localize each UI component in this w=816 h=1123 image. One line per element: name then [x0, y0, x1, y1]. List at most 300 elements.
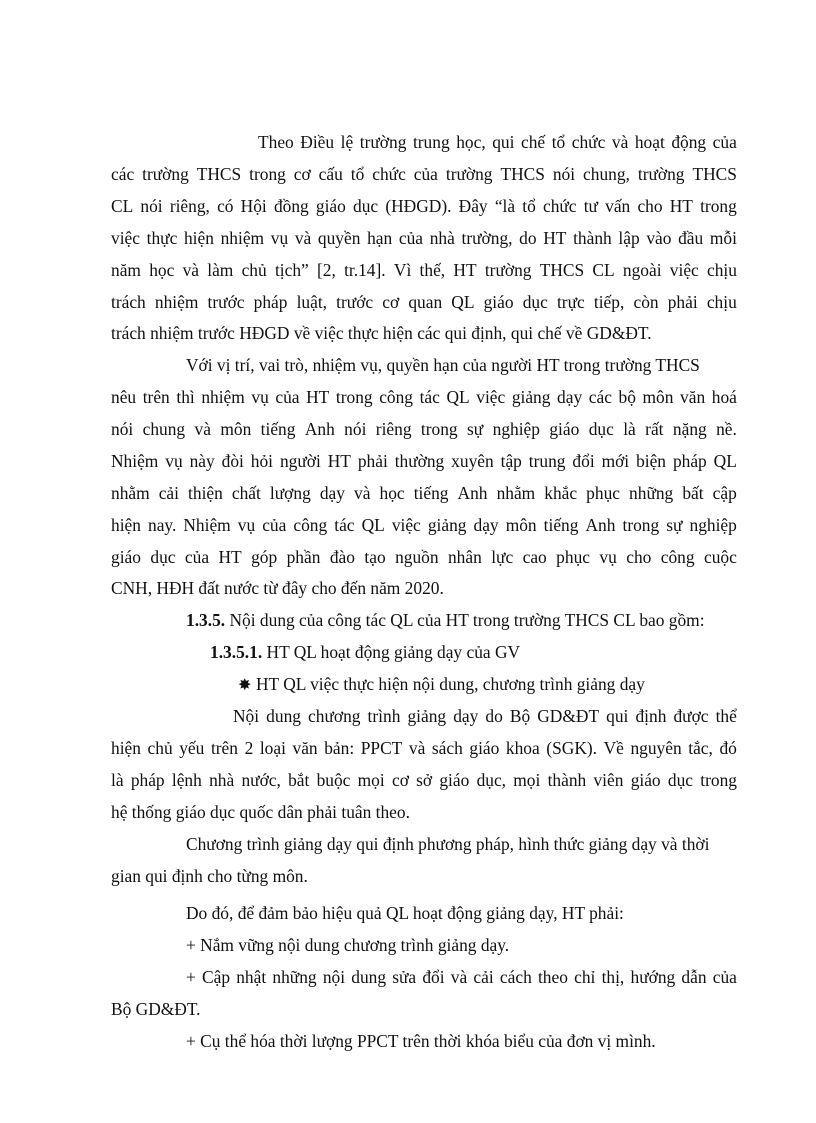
- word: giáo: [439, 770, 470, 790]
- word: tổ: [551, 132, 566, 152]
- word: đầu: [678, 228, 704, 248]
- word: [2,: [317, 260, 336, 280]
- word: HT: [453, 260, 477, 280]
- word: thường: [394, 451, 445, 471]
- word: lệ: [340, 132, 354, 152]
- word: tr.14].: [344, 260, 386, 280]
- word: của: [712, 132, 737, 152]
- word: trong: [700, 196, 737, 216]
- word: cải: [158, 483, 179, 503]
- word: dục: [353, 196, 379, 216]
- word: môn: [505, 515, 537, 535]
- word: QL: [446, 387, 470, 407]
- word: các: [111, 164, 135, 184]
- word: văn: [680, 387, 706, 407]
- word: công: [660, 547, 695, 567]
- word: dạy: [473, 515, 499, 535]
- paragraph-3-line-2: [111, 737, 737, 759]
- word: HT: [306, 387, 330, 407]
- word: nhật: [236, 967, 267, 987]
- word: vụ: [165, 451, 183, 471]
- word: thành: [547, 770, 587, 790]
- word: giáo: [549, 419, 580, 439]
- word: Cập: [202, 967, 231, 987]
- word: này: [189, 451, 215, 471]
- word: trong: [335, 387, 373, 407]
- word: lập: [618, 228, 640, 248]
- word: lực: [491, 547, 514, 567]
- word: viên: [593, 770, 624, 790]
- word: nội: [322, 967, 346, 987]
- word: Anh: [585, 515, 616, 535]
- text-run: [111, 482, 737, 504]
- word: chế: [521, 132, 546, 152]
- word: và: [294, 228, 312, 248]
- bullet-heading: [238, 673, 645, 697]
- word: +: [186, 967, 196, 987]
- word: nay.: [148, 515, 177, 535]
- paragraph-2-line-3: [111, 418, 737, 440]
- text-run: Bộ GD&ĐT.: [111, 999, 201, 1019]
- word: trên: [142, 387, 170, 407]
- word: còn: [633, 292, 659, 312]
- word: là: [623, 419, 636, 439]
- word: nguyên: [630, 738, 682, 758]
- word: hiện: [183, 228, 214, 248]
- word: dung: [266, 706, 301, 726]
- word: nói: [111, 419, 134, 439]
- text-run: gian qui định cho từng môn.: [111, 866, 308, 886]
- word: giáo: [469, 738, 500, 758]
- word: ngoài: [622, 260, 662, 280]
- word: của: [184, 547, 210, 567]
- word: trực: [556, 292, 585, 312]
- word: dung: [351, 967, 387, 987]
- word: mỗi: [709, 228, 737, 248]
- word: chủ: [241, 260, 267, 280]
- word: thiện: [188, 483, 223, 503]
- word: việc: [669, 260, 699, 280]
- word: QL: [451, 292, 475, 312]
- word: người: [279, 451, 321, 471]
- word: vụ: [270, 228, 289, 248]
- word: và: [408, 738, 426, 758]
- word: sự: [666, 515, 683, 535]
- text-run: + Cụ thể hóa thời lượng PPCT trên thời khóa biểu của đơn vị mình.: [186, 1031, 656, 1051]
- word: nhiệm: [220, 228, 265, 248]
- word: quyền: [317, 228, 361, 248]
- section-number: 1.3.5.: [186, 610, 226, 630]
- section-title: Nội dung của công tác QL của HT trong trường THCS CL bao gồm:: [225, 610, 705, 630]
- word: khắc: [544, 483, 578, 503]
- word: cấu: [318, 164, 343, 184]
- paragraph-2-line-2: [111, 386, 737, 408]
- word: và: [450, 967, 468, 987]
- word: Vì: [393, 260, 412, 280]
- word: cách: [499, 967, 532, 987]
- word: quan: [408, 292, 443, 312]
- word: nêu: [111, 387, 137, 407]
- list-item-1: [186, 934, 509, 956]
- word: chung,: [583, 164, 630, 184]
- word: định: [635, 706, 667, 726]
- section-heading-1-3-5-1: [210, 641, 520, 663]
- word: vào: [646, 228, 672, 248]
- text-run: [111, 769, 737, 791]
- paragraph-1-line-1: [258, 131, 737, 153]
- word: phục: [556, 547, 590, 567]
- word: nặng: [672, 419, 707, 439]
- word: trình: [367, 706, 401, 726]
- text-run: [111, 386, 737, 408]
- word: pháp: [672, 451, 707, 471]
- word: trường: [142, 164, 189, 184]
- list-item-3: [186, 1030, 656, 1052]
- word: thực: [146, 228, 178, 248]
- word: góp: [251, 547, 278, 567]
- word: dạy: [319, 483, 345, 503]
- paragraph-1-line-4: [111, 227, 737, 249]
- word: tắc,: [688, 738, 713, 758]
- word: sửa: [392, 967, 417, 987]
- word: tổ: [522, 196, 536, 216]
- word: nghiệp: [689, 515, 737, 535]
- word: có: [217, 196, 234, 216]
- word: nước,: [241, 770, 281, 790]
- word: của: [398, 228, 424, 248]
- word: tác: [419, 387, 440, 407]
- word: đồng: [273, 196, 309, 216]
- word: hoạt: [634, 132, 665, 152]
- word: phải: [667, 292, 698, 312]
- word: pháp: [253, 292, 288, 312]
- word: Nhiệm: [111, 451, 159, 471]
- word: nhằm: [111, 483, 150, 503]
- word: THCS: [196, 164, 242, 184]
- word: “là: [494, 196, 516, 216]
- paragraph-2-line-8: [111, 577, 444, 599]
- word: Anh: [304, 419, 335, 439]
- word: CL: [592, 260, 615, 280]
- text-run: Với vị trí, vai trò, nhiệm vụ, quyền hạn của người HT trong trường THCS: [186, 355, 700, 375]
- word: và: [194, 419, 211, 439]
- word: bắt: [288, 770, 310, 790]
- paragraph-1-line-5: [111, 259, 737, 281]
- word: bản:: [324, 738, 355, 758]
- word: rất: [645, 419, 664, 439]
- word: hạn: [367, 228, 393, 248]
- word: việc: [391, 515, 421, 535]
- word: lượng: [269, 483, 311, 503]
- word: làm: [207, 260, 234, 280]
- word: Điều: [300, 132, 335, 152]
- word: hỏi: [250, 451, 274, 471]
- word: dục: [150, 547, 176, 567]
- word: chịu: [707, 260, 737, 280]
- text-run: [111, 514, 737, 536]
- word: trước: [207, 292, 245, 312]
- word: của: [262, 515, 287, 535]
- word: khoa: [505, 738, 540, 758]
- word: trong: [249, 164, 286, 184]
- word: QL: [361, 515, 385, 535]
- word: trường,: [461, 228, 513, 248]
- word: loại: [259, 738, 286, 758]
- word: cho: [637, 196, 663, 216]
- word: chịu: [706, 292, 737, 312]
- word: hoá: [711, 387, 737, 407]
- word: Theo: [258, 132, 294, 152]
- word: dẫn: [681, 967, 707, 987]
- word: phải: [357, 451, 388, 471]
- word: sách: [431, 738, 463, 758]
- word: vụ: [251, 387, 269, 407]
- word: công: [293, 515, 328, 535]
- word: CL: [111, 196, 134, 216]
- word: bất: [682, 483, 704, 503]
- word: trách: [111, 292, 146, 312]
- word: tư: [583, 196, 598, 216]
- text-run: [111, 195, 737, 217]
- word: và: [182, 260, 199, 280]
- text-run: [111, 450, 737, 472]
- word: Nhiệm: [183, 515, 231, 535]
- word: tiếng: [260, 419, 296, 439]
- word: là: [111, 770, 124, 790]
- word: đổi: [422, 967, 445, 987]
- word: chức: [372, 164, 406, 184]
- word: trung: [528, 451, 566, 471]
- paragraph-2-line-5: [111, 482, 737, 504]
- word: nhà: [209, 770, 235, 790]
- word: hướng: [630, 967, 676, 987]
- word: những: [629, 483, 674, 503]
- word: THCS: [692, 164, 737, 184]
- word: 2: [244, 738, 254, 758]
- word: chất: [231, 483, 261, 503]
- word: dục,: [476, 770, 507, 790]
- word: pháp: [130, 770, 165, 790]
- word: trên: [210, 738, 238, 758]
- word: THCS: [500, 164, 545, 184]
- word: HT: [669, 196, 693, 216]
- word: vụ: [237, 515, 256, 535]
- text-run: Chương trình giảng dạy qui định phương pháp, hình thức giảng dạy và thời: [186, 834, 710, 854]
- word: HT: [543, 228, 567, 248]
- word: cơ: [293, 164, 311, 184]
- word: sở: [416, 770, 433, 790]
- word: tạo: [364, 547, 386, 567]
- word: trong: [700, 770, 737, 790]
- word: nói: [552, 164, 576, 184]
- word: các: [588, 387, 612, 407]
- word: thị,: [601, 967, 625, 987]
- word: biện: [636, 451, 667, 471]
- text-run: CNH, HĐH đất nước từ đây cho đến năm 2020.: [111, 578, 444, 598]
- word: dục: [522, 292, 548, 312]
- word: sự: [467, 419, 484, 439]
- word: xuyên: [451, 451, 494, 471]
- word: cho: [626, 547, 652, 567]
- word: cập: [712, 483, 737, 503]
- text-run: [111, 418, 737, 440]
- word: đó: [719, 738, 737, 758]
- paragraph-2-line-1: [186, 354, 700, 376]
- word: vấn: [605, 196, 631, 216]
- word: động: [671, 132, 707, 152]
- paragraph-4-line-2: [111, 865, 308, 887]
- word: Hội: [240, 196, 267, 216]
- paragraph-4-line-1: [186, 833, 709, 855]
- word: THCS: [539, 260, 585, 280]
- paragraph-1-line-2: [111, 163, 737, 185]
- word: trường: [445, 164, 493, 184]
- word: cuộc: [704, 547, 737, 567]
- word: tiếng: [543, 515, 579, 535]
- word: qui: [492, 132, 515, 152]
- word: Anh: [457, 483, 488, 503]
- section-number: 1.3.5.1.: [210, 642, 263, 662]
- word: QL: [713, 451, 737, 471]
- word: của: [413, 164, 438, 184]
- word: mới: [601, 451, 630, 471]
- word: và: [354, 483, 371, 503]
- star-bullet-icon: ✸: [238, 677, 252, 694]
- word: nhiệm: [154, 292, 199, 312]
- paragraph-2-line-4: [111, 450, 737, 472]
- word: nhiệm: [201, 387, 245, 407]
- word: Về: [603, 738, 624, 758]
- word: phục: [586, 483, 620, 503]
- word: tập: [500, 451, 522, 471]
- word: chung: [142, 419, 186, 439]
- word: HT: [327, 451, 351, 471]
- text-run: [111, 163, 737, 185]
- word: trong: [622, 515, 660, 535]
- word: học,: [456, 132, 486, 152]
- word: văn: [292, 738, 318, 758]
- word: tiếng: [413, 483, 449, 503]
- paragraph-2-line-7: [111, 546, 737, 568]
- text-run: [258, 131, 737, 153]
- word: Bộ: [509, 706, 531, 726]
- word: giáo: [111, 547, 141, 567]
- word: cơ: [391, 770, 409, 790]
- word: đào: [329, 547, 355, 567]
- word: phần: [286, 547, 321, 567]
- text-run: [111, 291, 737, 313]
- word: thể: [715, 706, 737, 726]
- word: nhân: [447, 547, 482, 567]
- paragraph-3-line-1: [233, 705, 737, 727]
- word: tiếp,: [593, 292, 625, 312]
- word: môn: [642, 387, 674, 407]
- word: học: [379, 483, 405, 503]
- section-heading-1-3-5: [186, 609, 705, 631]
- word: và: [611, 132, 629, 152]
- section-title: HT QL hoạt động giảng dạy của GV: [262, 642, 521, 662]
- word: (SGK).: [546, 738, 598, 758]
- paragraph-2-line-6: [111, 514, 737, 536]
- word: chủ: [147, 738, 173, 758]
- word: cải: [473, 967, 494, 987]
- word: dục: [588, 419, 614, 439]
- word: cao: [522, 547, 547, 567]
- text-run: [111, 227, 737, 249]
- word: nề.: [716, 419, 737, 439]
- text-run: Do đó, để đảm bảo hiệu quả QL hoạt động giảng dạy, HT phải:: [186, 903, 624, 923]
- word: nói: [344, 419, 367, 439]
- text-run: [233, 705, 737, 727]
- word: việc: [111, 228, 140, 248]
- word: nhằm: [496, 483, 536, 503]
- text-run: [111, 546, 737, 568]
- word: vụ: [599, 547, 617, 567]
- word: năm: [111, 260, 141, 280]
- word: giáo: [630, 770, 661, 790]
- word: hiện: [111, 738, 141, 758]
- word: học: [149, 260, 175, 280]
- list-item-2-line-1: [186, 966, 737, 988]
- word: chỉ: [574, 967, 596, 987]
- text-run: hệ thống giáo dục quốc dân phải tuân theo.: [111, 802, 410, 822]
- word: của: [275, 387, 300, 407]
- word: chức: [571, 132, 606, 152]
- word: công: [379, 387, 413, 407]
- word: đòi: [221, 451, 244, 471]
- word: giáo: [483, 292, 514, 312]
- word: dạy: [557, 387, 583, 407]
- word: yếu: [179, 738, 205, 758]
- word: buộc: [316, 770, 351, 790]
- bullet-text: HT QL việc thực hiện nội dung, chương trình giảng dạy: [256, 674, 645, 694]
- word: giảng: [427, 515, 467, 535]
- word: hiện: [111, 515, 141, 535]
- word: nguồn: [395, 547, 439, 567]
- list-item-2-line-2: [111, 998, 201, 1020]
- word: dạy: [453, 706, 479, 726]
- word: bộ: [618, 387, 636, 407]
- paragraph-3-line-3: [111, 769, 737, 791]
- word: dục: [667, 770, 694, 790]
- text-run: [186, 966, 737, 988]
- word: giảng: [511, 387, 551, 407]
- word: PPCT: [360, 738, 403, 758]
- word: trong: [420, 419, 458, 439]
- word: luật,: [296, 292, 328, 312]
- word: GD&ĐT: [537, 706, 600, 726]
- word: trường: [637, 164, 685, 184]
- word: thành: [573, 228, 612, 248]
- paragraph-1-line-7: [111, 322, 652, 344]
- word: thế,: [419, 260, 446, 280]
- word: giảng: [407, 706, 447, 726]
- word: đổi: [572, 451, 595, 471]
- word: tác: [334, 515, 355, 535]
- word: chức: [542, 196, 577, 216]
- word: chương: [308, 706, 361, 726]
- paragraph-3-line-4: [111, 801, 410, 823]
- word: của: [712, 967, 737, 987]
- word: lệnh: [171, 770, 202, 790]
- text-run: + Nắm vững nội dung chương trình giảng dạy.: [186, 935, 510, 955]
- word: trước: [336, 292, 374, 312]
- word: qui: [606, 706, 629, 726]
- text-run: trách nhiệm trước HĐGD về việc thực hiện các qui định, qui chế về GD&ĐT.: [111, 323, 652, 343]
- word: nhà: [429, 228, 455, 248]
- paragraph-1-line-6: [111, 291, 737, 313]
- paragraph-5-line-1: [186, 902, 624, 924]
